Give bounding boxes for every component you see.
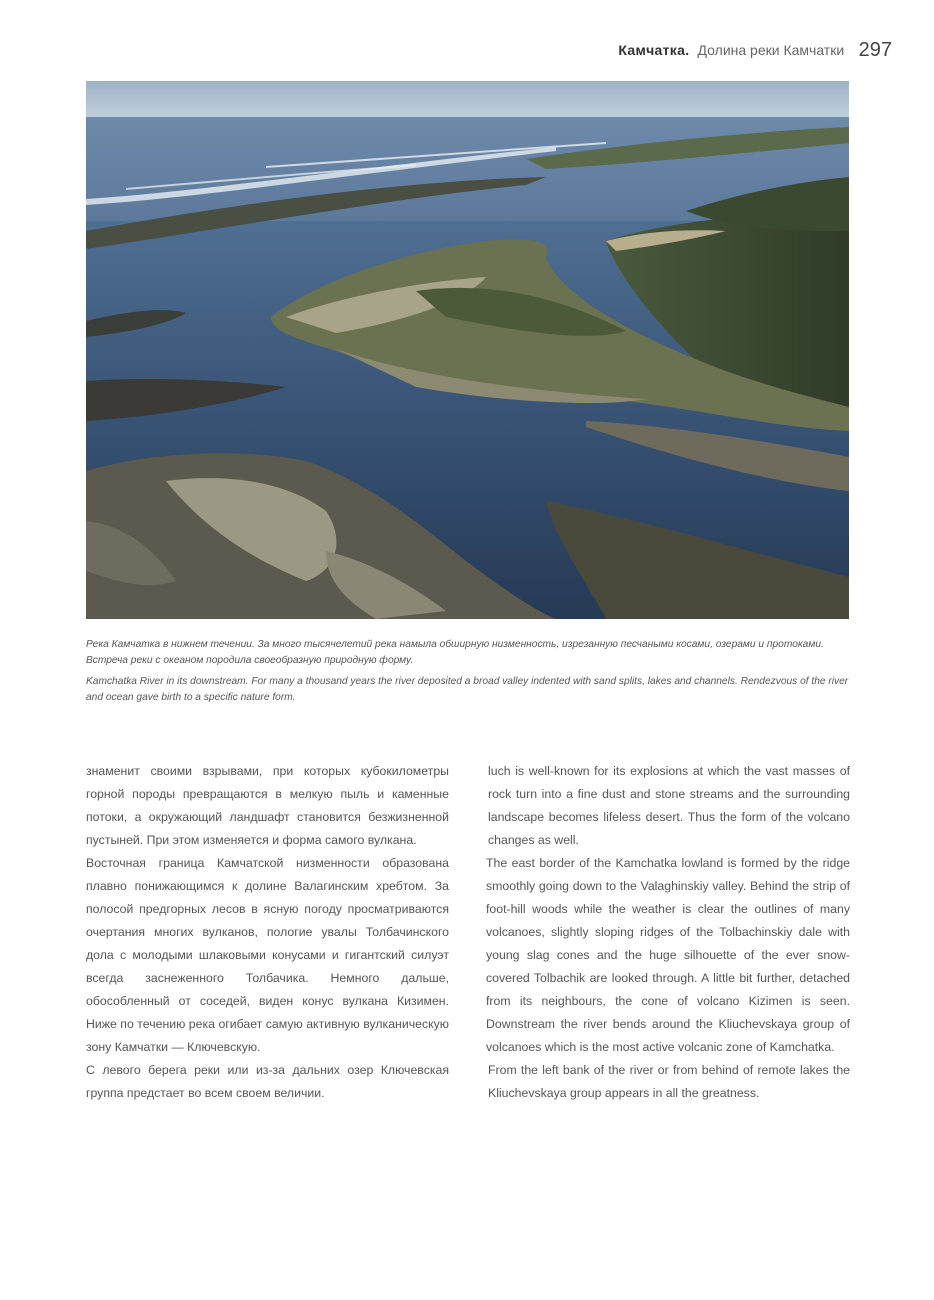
paragraph: Восточная граница Камчатской низменности образована плавно понижающимся к долине Валагинским хребтом. За полосой предгорных лесов в ясную погоду просматриваются очертания многих вулканов, пологие увалы Толбачинского дола с молодыми шлаковыми конусами и гигантский силуэт всегда заснеженного Толбачика. Немного дальше, обособленный от соседей, виден конус вулкана Кизимен. Ниже по течению река огибает самую активную вулканическую зону Камчатки — Ключевскую.: [86, 856, 449, 1054]
body-column-en: [488, 760, 850, 1105]
section-title: Камчатка: [618, 42, 686, 58]
paragraph: From the left bank of the river or from behind of remote lakes the Kliuchevskaya group appears in all the greatness.: [488, 1063, 850, 1100]
aerial-river-delta-photo: [86, 81, 849, 619]
running-header: Камчатка. Долина реки Камчатки 297: [618, 39, 892, 61]
paragraph: С левого берега реки или из-за дальних озер Ключевская группа предстает во всем своем величии.: [86, 1063, 449, 1100]
section-subtitle: Долина реки Камчатки: [697, 42, 845, 58]
caption-ru: Река Камчатка в нижнем течении. За много тысячелетий река намыла обширную низменность, изрезанную песчаными косами, озерами и протоками. Встреча реки с океаном породила своеобразную природную форму.: [86, 639, 824, 666]
paragraph: The east border of the Kamchatka lowland is formed by the ridge smoothly going down to the Valaghinskiy valley. Behind the strip of foot-hill woods while the weather is clear the outlines of many volcanoes, slightly sloping ridges of the Tolbachinskiy dale with young slag cones and the huge silhouette of the ever snow-covered Tolbachik are looked through. A little bit further, detached from its neighbours, the cone of volcano Kizimen is seen. Downstream the river bends around the Kliuchevskaya group of volcanoes which is the most active volcanic zone of Kamchatka.: [486, 856, 850, 1054]
page-number: 297: [858, 39, 892, 61]
caption-en: Kamchatka River in its downstream. For many a thousand years the river deposited a broad valley indented with sand splits, lakes and channels. Rendezvous of the river and ocean gave birth to a specific nature form.: [86, 676, 849, 703]
paragraph: знаменит своими взрывами, при которых кубокилометры горной породы превращаются в мелкую пыль и каменные потоки, а окружающий ландшафт становится безжизненной пустыней. При этом изменяется и форма самого вулкана.: [86, 764, 449, 847]
body-column-ru: [86, 760, 449, 1105]
paragraph: luch is well-known for its explosions at which the vast masses of rock turn into a fine dust and stone streams and the surrounding landscape becomes lifeless desert. Thus the form of the volcano changes as well.: [488, 764, 850, 847]
